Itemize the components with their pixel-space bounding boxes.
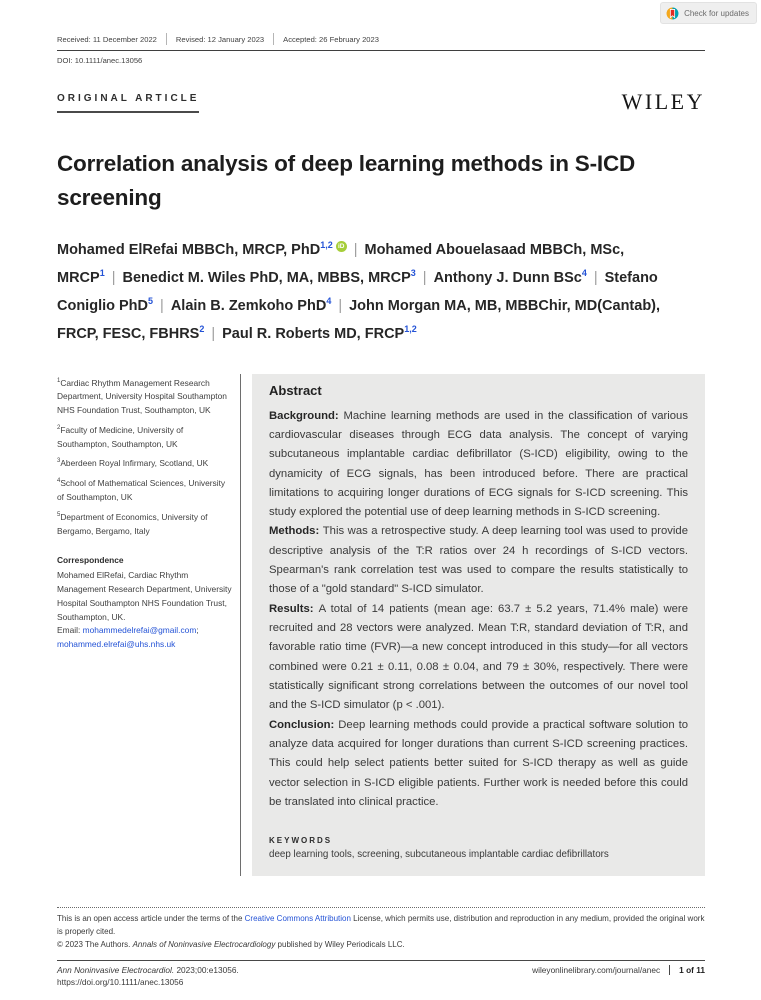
affiliation: $^3$Aberdeen Royal Infirmary, Scotland, UK	[57, 458, 209, 469]
author: Mohamed ElRefai MBBCh, MRCP, PhD$^{1,2}$ iD	[57, 242, 347, 258]
open-access-note: This is an open access article under the terms of the Creative Commons Attribution License, which permits use, distribution and reproduction in any medium, provided the original work is properly cited.	[57, 907, 705, 939]
doi-url-link[interactable]: https://doi.org/10.1111/anec.13056	[57, 977, 184, 987]
received-date: Received: 11 December 2022	[57, 34, 157, 44]
abstract-results: Results: A total of 14 patients (mean age: 63.7 ± 5.2 years, 71.4% male) were recruited and 28 vectors were analyzed. Mean T:R, standard deviation of T:R, and favorable ratio time (FVR)—a new concept introduced in this study—for all vectors combined were 0.21 ± 0.11, 0.08 ± 0.04, and 79 ± 30%, respectively. There were statistically significant strong correlations between the outcomes of our novel tool and the S-ICD simulator (p < .001).	[269, 602, 688, 712]
abstract-conclusion: Conclusion: Deep learning methods could provide a practical software solution to analyze data acquired for longer durations than current S-ICD screening practices. This could help select patients better suited for S-ICD therapy as well as guide vector selection in S-ICD eligible patients. Further work is needed before this could be translated into clinical practice.	[269, 718, 688, 808]
abstract-heading: Abstract	[269, 382, 322, 398]
citation-journal: Ann Noninvasive Electrocardiol.	[57, 965, 175, 975]
crossmark-icon	[666, 7, 679, 20]
correspondence-text: Mohamed ElRefai, Cardiac Rhythm Management Research Department, University Hospital Southampton NHS Foundation Trust, Southampton, UK.	[57, 570, 232, 622]
author: Mohamed Abouelasaad MBBCh, MSc, MRCP$^1$	[57, 241, 625, 286]
author-list	[57, 236, 697, 349]
author: Benedict M. Wiles PhD, MA, MBBS, MRCP$^3$	[122, 267, 416, 286]
author-separator: |	[111, 269, 116, 286]
author-separator: |	[593, 269, 598, 286]
correspondence-emails: Email: mohammedelrefai@gmail.com;	[57, 625, 199, 636]
author-separator: |	[160, 298, 164, 315]
revised-date: Revised: 12 January 2023	[175, 34, 265, 44]
author: Stefano Coniglio PhD$^5$	[57, 269, 658, 315]
page-number: 1 of 11	[669, 965, 705, 975]
accepted-date: Accepted: 26 February 2023	[283, 34, 379, 44]
affiliation: $^1$Cardiac Rhythm Management Research Department, University Hospital Southampton NHS Foundation Trust, Southampton, UK	[57, 377, 227, 416]
divider	[166, 33, 167, 45]
abstract-methods: Methods: This was a retrospective study. A deep learning tool was used to provide descriptive analysis of the T:R ratios over 24 h recordings of S-ICD vectors. Spearman's rank correlation test was used to compare the results statistically to those of a "gold standard" S-ICD simulator.	[269, 525, 688, 596]
author: Paul R. Roberts MD, FRCP$^{1,2}$	[222, 324, 417, 343]
author-separator: |	[338, 298, 343, 315]
divider	[273, 33, 274, 45]
page-footer	[57, 907, 705, 987]
affiliations-column	[57, 374, 234, 877]
history-row	[57, 33, 705, 51]
keywords-heading: KEYWORDS	[269, 836, 333, 846]
author-separator: |	[353, 241, 358, 258]
citation-block: Ann Noninvasive Electrocardiol. 2023;00:e13056. https://doi.org/10.1111/anec.13056	[57, 965, 239, 987]
column-divider	[240, 374, 241, 877]
abstract-panel	[252, 374, 705, 877]
author-separator: |	[211, 326, 216, 343]
article-type-label: ORIGINAL ARTICLE	[57, 93, 199, 113]
email-link-1[interactable]: mohammedelrefai@gmail.com	[82, 625, 197, 636]
affiliation: $^4$School of Mathematical Sciences, University of Southampton, UK	[57, 478, 226, 503]
journal-site-link[interactable]: wileyonlinelibrary.com/journal/anec	[532, 965, 661, 975]
check-for-updates-button[interactable]	[660, 2, 757, 24]
orcid-icon[interactable]: iD	[336, 241, 347, 252]
author: John Morgan MA, MB, MBBChir, MD(Cantab), FRCP, FESC, FBHRS$^2$	[57, 298, 661, 343]
affiliation: $^5$Department of Economics, University of Bergamo, Bergamo, Italy	[57, 511, 208, 536]
author: Alain B. Zemkoho PhD$^4$	[170, 296, 332, 315]
keywords-list: deep learning tools, screening, subcutaneous implantable cardiac defibrillators	[269, 849, 609, 861]
page-title: Correlation analysis of deep learning methods in S-ICD screening	[57, 151, 636, 210]
affiliation: $^2$Faculty of Medicine, University of Southampton, Southampton, UK	[57, 424, 184, 449]
correspondence-heading: Correspondence	[57, 555, 124, 566]
author-separator: |	[422, 269, 427, 286]
correspondence-block	[57, 554, 234, 651]
check-for-updates-label: Check for updates	[684, 8, 749, 18]
wiley-logo: WILEY	[621, 89, 705, 114]
copyright-line: © 2023 The Authors. Annals of Noninvasive Electrocardiology published by Wiley Periodicals LLC.	[57, 940, 405, 949]
email-link-2[interactable]: mohammed.elrefai@uhs.nhs.uk	[57, 639, 176, 650]
author: Anthony J. Dunn BSc$^4$	[433, 267, 587, 286]
doi: DOI: 10.1111/anec.13056	[57, 56, 143, 65]
abstract-background: Background: Machine learning methods are used in the classification of various cardiovascular diseases through ECG data analysis. The concept of varying subcutaneous implantable cardiac defibrillator (S-ICD) eligibility, owing to the dynamicity of ECG signals, has been introduced before. There are practical limitations to acquiring longer durations of ECG signals for S-ICD screening. This study explored the potential use of deep learning methods in S-ICD screening.	[269, 409, 688, 519]
creative-commons-link[interactable]: Creative Commons Attribution	[244, 914, 351, 924]
